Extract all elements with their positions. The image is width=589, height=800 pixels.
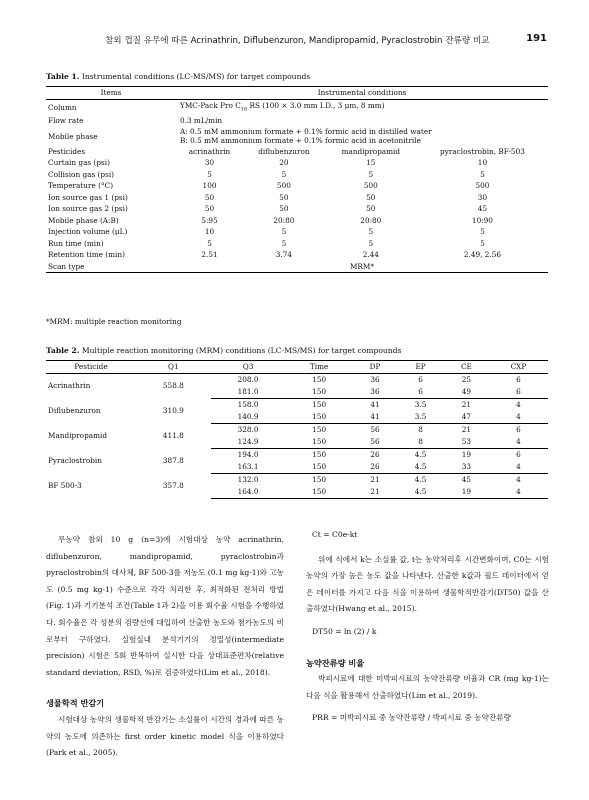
table2-cell: 41 <box>370 399 380 409</box>
table1-cell: 30 <box>204 158 215 168</box>
table1-cell: 5 <box>368 169 374 179</box>
table2-header: CXP <box>489 361 548 374</box>
table2-cell: 164.0 <box>211 486 286 499</box>
table1-cell: 5 <box>281 169 287 179</box>
table1-cell: 5 <box>368 238 374 248</box>
table1-row-label: Scan type <box>46 261 176 273</box>
table1-data-row <box>46 180 548 192</box>
table1-cell: 500 <box>475 181 490 191</box>
table2-header: EP <box>397 361 444 374</box>
table1-cell: 50 <box>279 204 289 214</box>
table1-cell: 50 <box>366 192 376 202</box>
table2-cell: 47 <box>444 411 489 424</box>
table2-cell: 132.0 <box>237 474 259 484</box>
table2-q1: 558.8 <box>162 380 184 390</box>
table2-cell: 150 <box>285 436 352 449</box>
table2-cell: 26 <box>353 461 397 474</box>
section-title-half-life: 생물학적 반감기 <box>46 698 105 709</box>
table2-row <box>46 423 548 436</box>
table1-cell: 20:80 <box>273 215 295 225</box>
table2-header: Time <box>285 361 352 374</box>
table1-cell: 45 <box>477 204 488 214</box>
table1-label: Table 1. <box>46 72 80 81</box>
equation-decay: Ct = C0e-kt <box>312 530 358 539</box>
table2-cell: 150 <box>285 461 352 474</box>
table1-pesticide: pyraclostrobin, BF-503 <box>440 146 525 156</box>
table2-pesticide: Pyraclostrobin <box>48 455 102 465</box>
table1-cell: 5 <box>368 227 374 237</box>
table1-data-row <box>46 238 548 250</box>
table2-cell: 6 <box>489 386 548 399</box>
table1-cell: 5 <box>281 238 287 248</box>
table1-cell: 10 <box>477 158 488 168</box>
table2-cell: 150 <box>312 399 327 409</box>
table1-data-row <box>46 226 548 238</box>
table1-data-row <box>46 192 548 204</box>
table2-cell: 3.5 <box>414 399 427 409</box>
table1-row-label: Pesticides <box>48 146 86 156</box>
table2-cell: 8 <box>418 424 423 434</box>
table2-header: CE <box>444 361 489 374</box>
table1-cell: 5 <box>207 238 212 248</box>
table2-cell: 208.0 <box>237 374 259 384</box>
page-header <box>0 34 589 48</box>
table2-cell: 26 <box>370 449 380 459</box>
table2-row <box>46 448 548 461</box>
table2-q1: 387.8 <box>162 455 184 465</box>
equation-dt50: DT50 = ln (2) / k <box>312 626 377 636</box>
table1-flow-value: 0.3 mL/min <box>180 116 223 126</box>
table1-cell: 20 <box>279 158 289 168</box>
table2-cell: 49 <box>444 386 489 399</box>
table2-cell: 36 <box>370 374 380 384</box>
table1-mobile-value <box>176 127 548 146</box>
table2-header: Q1 <box>136 361 211 374</box>
table2-cell: 19 <box>461 449 472 459</box>
table1-scan-value: MRM* <box>176 261 548 273</box>
table1-row-label: Flow rate <box>48 116 84 126</box>
table2-cell: 150 <box>312 424 327 434</box>
table1-row-label: Column <box>48 102 77 112</box>
table1-cell: 20:80 <box>360 215 382 225</box>
table1-row-label: Mobile phase (A:B) <box>48 215 119 225</box>
left-paragraph-2: 시험대상 농약의 생물학적 반감기는 소실률이 시간의 경과에 따른 농약의 농도에 의존하는 first order kinetic model 식을 이용하였다(Park et al., 2005). <box>46 714 284 758</box>
table1-cell: 10:90 <box>471 215 493 225</box>
table1-data-row <box>46 215 548 227</box>
table1-row-label: Injection volume (μL) <box>48 227 128 237</box>
section-title-residue-ratio: 농약잔류량 비율 <box>306 657 365 668</box>
table1-header-conditions: Instrumental conditions <box>176 87 548 100</box>
table2-cell: 6 <box>418 374 423 384</box>
table2 <box>46 360 548 499</box>
table1-cell: 5 <box>207 169 212 179</box>
table2-cell: 163.1 <box>211 461 286 474</box>
table1-header-items: Items <box>46 87 176 100</box>
left-column <box>46 532 284 762</box>
table1-cell: 3.74 <box>275 250 293 260</box>
table1-cell: 2.49, 2.56 <box>463 250 502 260</box>
table2-cell: 150 <box>285 386 352 399</box>
table1-row-label: Mobile phase <box>48 131 98 141</box>
table2-cell: 36 <box>353 386 397 399</box>
table1-cell: 500 <box>276 181 291 191</box>
table2-cell: 194.0 <box>237 449 259 459</box>
table1-cell: 5 <box>480 169 485 179</box>
table2-cell: 181.0 <box>211 386 286 399</box>
right-column <box>306 527 549 733</box>
table2-pesticide: BF 500-3 <box>48 480 82 490</box>
table1-cell: 50 <box>204 204 215 214</box>
table1-data-row <box>46 169 548 181</box>
table1-cell: 30 <box>477 192 488 202</box>
table2-cell: 8 <box>397 436 444 449</box>
table2-cell: 150 <box>312 449 327 459</box>
table2-cell: 53 <box>444 436 489 449</box>
table1-cell: 2.44 <box>362 250 379 260</box>
table2-cell: 21 <box>461 424 472 434</box>
table2-header: Q3 <box>211 361 286 374</box>
table2-cell: 4 <box>516 399 521 409</box>
table2-row <box>46 473 548 486</box>
page-number: 191 <box>526 33 547 44</box>
right-paragraph-1: 위에 식에서 k는 소실률 값, t는 농약처리후 시간변화이며, C0는 시험농약의 가장 높은 농도 값을 나타낸다. 산출한 k값과 필드 데이터에서 얻은 데이터를 가지고 다음 식을 이용하여 생물학적반감기(DT50) 값을 산출하였다(Hwang et al., 2015). <box>306 554 549 614</box>
table2-header: Pesticide <box>46 361 136 374</box>
table2-cell: 4 <box>489 411 548 424</box>
table2-cell: 3.5 <box>397 411 444 424</box>
table1-row-label: Ion source gas 2 (psi) <box>48 204 128 214</box>
table1-cell: 100 <box>202 181 217 191</box>
table2-caption <box>46 346 401 355</box>
table1-data-row <box>46 157 548 169</box>
table2-cell: 124.9 <box>211 436 286 449</box>
table1-cell: 500 <box>363 181 378 191</box>
table1-row-label: Retention time (min) <box>48 250 125 260</box>
table2-caption-text: Multiple reaction monitoring (MRM) conditions (LC-MS/MS) for target compounds <box>81 346 402 355</box>
table2-cell: 4 <box>516 474 521 484</box>
table1-row-label: Temperature (°C) <box>48 181 114 191</box>
table2-cell: 4.5 <box>414 449 427 459</box>
table1-pesticide: acrinathrin <box>188 146 231 156</box>
table2-cell: 56 <box>370 424 380 434</box>
table1-pesticide: diflubenzuron <box>258 146 310 156</box>
table1-caption <box>46 72 310 81</box>
table2-cell: 150 <box>312 374 327 384</box>
table1-row-label: Collision gas (psi) <box>48 169 114 179</box>
table2-cell: 6 <box>516 374 521 384</box>
table2-cell: 150 <box>312 474 327 484</box>
table1-cell: 2.51 <box>201 250 218 260</box>
table1-cell: 5:95 <box>201 215 218 225</box>
table2-cell: 56 <box>353 436 397 449</box>
table2-q1: 357.8 <box>162 480 184 490</box>
table1-cell: 5 <box>281 227 287 237</box>
table2-cell: 140.9 <box>211 411 286 424</box>
table2-q1: 411.8 <box>162 430 184 440</box>
table2-cell: 21 <box>461 399 472 409</box>
table2-cell: 4.5 <box>414 474 427 484</box>
table2-cell: 33 <box>444 461 489 474</box>
table2-pesticide: Mandipropamid <box>48 430 108 440</box>
table2-cell: 19 <box>444 486 489 499</box>
table2-pesticide: Diflubenzuron <box>48 405 101 415</box>
table2-cell: 6 <box>397 386 444 399</box>
table2-cell: 41 <box>353 411 397 424</box>
table2-pesticide: Acrinathrin <box>48 380 91 390</box>
table1-row-label: Curtain gas (psi) <box>48 158 110 168</box>
table1-column-value: YMC-Pack Pro $C_{18}$ RS (100 × 3.0 mm I.D., 3 μm, 8 mm) <box>180 100 385 112</box>
table1-cell: 50 <box>279 192 289 202</box>
mobile-phase-a: A: 0.5 mM ammonium formate + 0.1% formic acid in distilled water <box>180 127 432 137</box>
table1-row-label: Run time (min) <box>48 238 104 248</box>
table2-q1: 310.9 <box>162 405 184 415</box>
table1 <box>46 86 548 273</box>
table1-cell: 5 <box>480 227 485 237</box>
table2-cell: 6 <box>516 449 521 459</box>
left-paragraph-1: 무농약 참외 10 g (n=3)에 시험대상 농약 acrinathrin, diflubenzuron, mandipropamid, pyraclostrobin과 pyraclostrobin의 대사체, BF 500-3를 저농도 (0.1 mg kg-1)와 고농도 (0.5 mg kg-1) 수준으로 각각 처리한 후, 최적화된 전처리 방법(Fig. 1)과 기기분석 조건(Table 1과 2)을 이용 회수율 시험을 수행하였다. 회수율은 각 성분의 검량선에 대입하여 산출한 농도와 첨가농도의 비로부터 구하였다. 실험실내 분석기기의 정밀성(intermediate precision) 시험은 5회 반복하여 실시한 다음 상대표준편차(relative standard deviation, RSD, %)로 검증하였다(Lim et al., 2018). <box>46 535 284 677</box>
table2-cell: 4 <box>489 436 548 449</box>
table2-row <box>46 398 548 411</box>
table1-pesticide: mandipropamid <box>341 146 401 156</box>
table2-cell: 21 <box>370 474 380 484</box>
table2-cell: 25 <box>461 374 472 384</box>
mobile-phase-b: B: 0.5 mM ammonium formate + 0.1% formic acid in acetonitrile <box>180 136 421 146</box>
table1-row-label: Ion source gas 1 (psi) <box>48 192 128 202</box>
table2-cell: 328.0 <box>237 424 259 434</box>
table1-data-row <box>46 203 548 215</box>
table2-cell: 4.5 <box>397 461 444 474</box>
table1-caption-text: Instrumental conditions (LC-MS/MS) for target compounds <box>81 72 311 81</box>
table1-cell: 50 <box>204 192 215 202</box>
table2-cell: 150 <box>285 411 352 424</box>
right-paragraph-2: 박피시료에 대한 미박피시료의 농약잔류량 비율과 CR (mg kg-1)는 다음 식을 활용해서 산출하였다(Lim et al., 2019). <box>306 674 549 700</box>
table2-cell: 150 <box>285 486 352 499</box>
table2-cell: 158.0 <box>237 399 259 409</box>
table2-row <box>46 373 548 386</box>
table1-footnote: *MRM: multiple reaction monitoring <box>46 317 182 326</box>
table1-cell: 50 <box>366 204 376 214</box>
table2-label: Table 2. <box>46 346 80 355</box>
table1-cell: 10 <box>204 227 215 237</box>
table2-cell: 4 <box>489 461 548 474</box>
table1-cell: 15 <box>366 158 376 168</box>
table2-cell: 6 <box>516 424 521 434</box>
table2-cell: 45 <box>461 474 472 484</box>
table1-data-row <box>46 249 548 261</box>
running-title: 참외 껍질 유무에 따른 Acrinathrin, Diflubenzuron, Mandipropamid, Pyraclostrobin 잔류량 비교 <box>105 36 490 46</box>
table2-cell: 21 <box>353 486 397 499</box>
table2-cell: 4 <box>489 486 548 499</box>
table1-cell: 5 <box>480 238 485 248</box>
table2-header: DP <box>353 361 397 374</box>
equation-prr: PRR = 미박피시료 중 농약잔류량 / 박피시료 중 농약잔류량 <box>312 713 511 723</box>
table2-cell: 4.5 <box>397 486 444 499</box>
